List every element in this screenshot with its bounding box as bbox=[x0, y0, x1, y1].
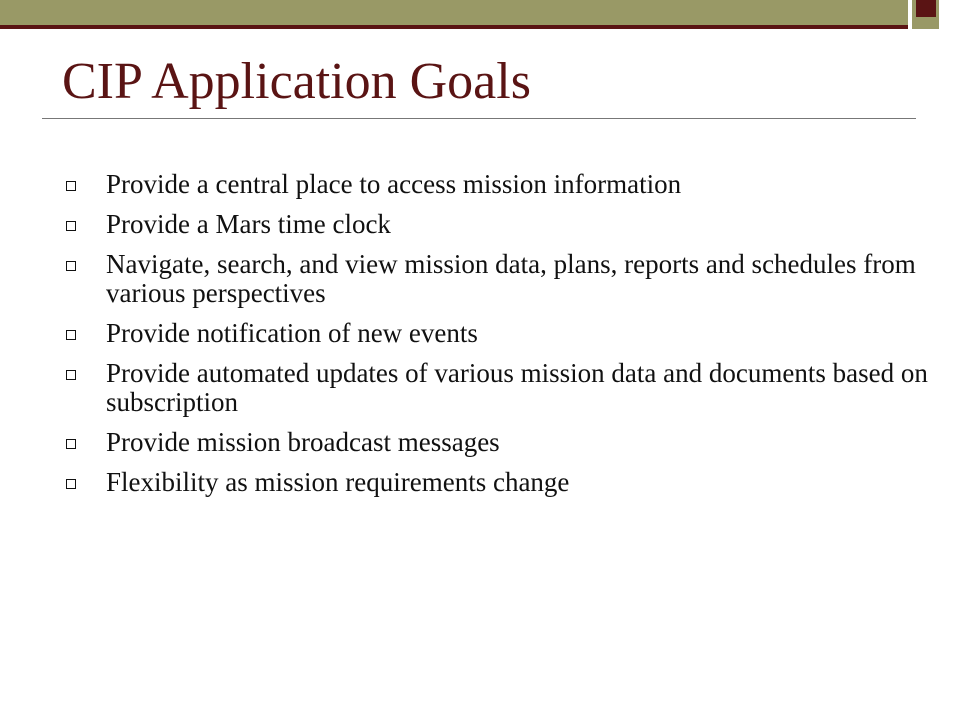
list-item bbox=[62, 210, 937, 239]
bullet-text: Flexibility as mission requirements change bbox=[106, 467, 570, 497]
bullet-text: Navigate, search, and view mission data, plans, reports and schedules from various perspectives bbox=[106, 249, 916, 308]
list-item bbox=[62, 319, 937, 348]
header-accent-line bbox=[0, 25, 908, 29]
hollow-square-bullet-icon bbox=[66, 370, 76, 380]
list-item bbox=[62, 250, 937, 308]
list-item bbox=[62, 428, 937, 457]
list-item bbox=[62, 170, 937, 199]
hollow-square-bullet-icon bbox=[66, 181, 76, 191]
title-divider bbox=[42, 118, 916, 119]
bullet-text: Provide mission broadcast messages bbox=[106, 427, 500, 457]
bullet-text: Provide a central place to access mission information bbox=[106, 169, 682, 199]
bullet-text: Provide notification of new events bbox=[106, 318, 478, 348]
hollow-square-bullet-icon bbox=[66, 261, 76, 271]
list-item bbox=[62, 468, 937, 497]
list-item bbox=[62, 359, 937, 417]
hollow-square-bullet-icon bbox=[66, 439, 76, 449]
header-band bbox=[0, 0, 908, 25]
slide-title: CIP Application Goals bbox=[62, 53, 531, 110]
hollow-square-bullet-icon bbox=[66, 221, 76, 231]
bullet-text: Provide automated updates of various mission data and documents based on subscription bbox=[106, 358, 928, 417]
bullet-list bbox=[62, 170, 937, 508]
corner-accent bbox=[916, 0, 936, 17]
hollow-square-bullet-icon bbox=[66, 479, 76, 489]
hollow-square-bullet-icon bbox=[66, 330, 76, 340]
bullet-text: Provide a Mars time clock bbox=[106, 209, 391, 239]
